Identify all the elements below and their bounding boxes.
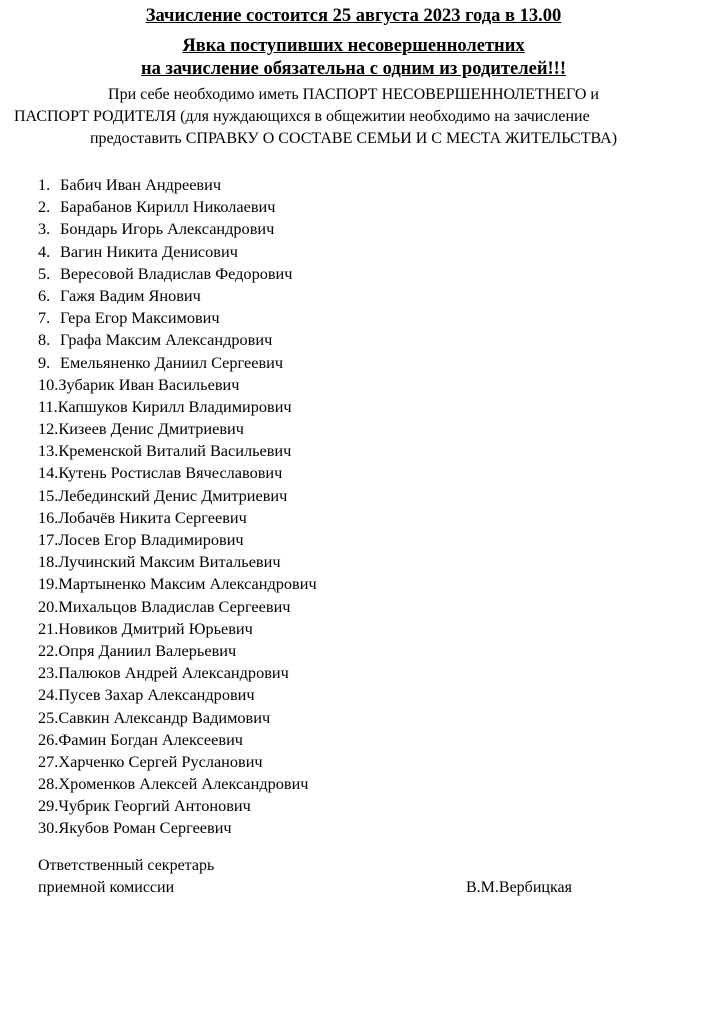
enrollment-date-heading: Зачисление состоится 25 августа 2023 года в 13.00 (145, 6, 562, 26)
list-item (38, 263, 317, 285)
parent-requirement-heading: на зачисление обязательна с одним из родителей!!! (140, 59, 566, 79)
documents-note-line-2: ПАСПОРТ РОДИТЕЛЯ (для нуждающихся в общежитии необходимо на зачисление (14, 108, 590, 125)
list-item-name: Бондарь Игорь Александрович (60, 219, 275, 239)
responsible-role-line-2: приемной комиссии (38, 879, 175, 896)
student-list (38, 174, 317, 840)
list-item-name: Кутень Ростислав Вячеславович (58, 463, 283, 483)
list-item-number: 9. (38, 352, 51, 372)
list-item-name: Емельяненко Даниил Сергеевич (60, 352, 284, 372)
list-item (38, 241, 317, 263)
list-item-name: Барабанов Кирилл Николаевич (60, 197, 276, 217)
list-item-name: Бабич Иван Андреевич (60, 175, 222, 194)
list-item (38, 396, 317, 418)
list-item-number: 17. (38, 530, 59, 549)
list-item-number: 29. (38, 796, 59, 816)
list-item-number: 13. (38, 441, 59, 461)
list-item-number: 26. (38, 729, 59, 749)
list-item-number: 8. (38, 330, 51, 350)
list-item-name: Пусев Захар Александрович (58, 685, 255, 705)
list-item (38, 707, 317, 729)
list-item-name: Лебединский Денис Дмитриевич (58, 485, 288, 505)
list-item (38, 462, 317, 484)
list-item (38, 418, 317, 440)
list-item (38, 485, 317, 507)
list-item-name: Михальцов Владислав Сергеевич (58, 596, 291, 616)
list-item (38, 196, 317, 218)
list-item (38, 817, 317, 839)
attendance-heading: Явка поступивших несовершеннолетних (182, 36, 525, 56)
list-item-number: 27. (38, 751, 59, 771)
list-item-name: Вересовой Владислав Федорович (60, 263, 293, 283)
list-item (38, 573, 317, 595)
list-item-number: 23. (38, 663, 59, 683)
list-item (38, 329, 317, 351)
list-item-number: 21. (38, 618, 59, 638)
list-item-name: Чубрик Георгий Антонович (58, 796, 251, 816)
list-item (38, 795, 317, 817)
signatory-name: В.М.Вербицкая (466, 879, 572, 896)
list-item (38, 551, 317, 573)
list-item-number: 6. (38, 285, 51, 305)
list-item (38, 729, 317, 751)
list-item-number: 7. (38, 308, 51, 328)
list-item (38, 596, 317, 618)
list-item (38, 218, 317, 240)
list-item (38, 662, 317, 684)
list-item-number: 28. (38, 774, 59, 794)
list-item-number: 30. (38, 818, 59, 838)
list-item-name: Зубарик Иван Васильевич (58, 374, 240, 394)
list-item-number: 25. (38, 707, 59, 727)
list-item-name: Графа Максим Александрович (60, 330, 273, 350)
list-item-number: 10. (38, 374, 59, 394)
list-item-number: 4. (38, 241, 51, 261)
list-item (38, 174, 317, 196)
list-item-name: Савкин Александр Вадимович (58, 707, 271, 727)
list-item (38, 307, 317, 329)
list-item (38, 640, 317, 662)
list-item-name: Лучинский Максим Витальевич (58, 552, 281, 572)
list-item-name: Лосев Егор Владимирович (58, 530, 244, 549)
list-item-number: 12. (38, 419, 59, 439)
list-item-number: 5. (38, 263, 51, 283)
list-item (38, 440, 317, 462)
list-item (38, 684, 317, 706)
list-item (38, 773, 317, 795)
list-item-number: 3. (38, 219, 51, 239)
list-item-name: Новиков Дмитрий Юрьевич (58, 618, 253, 638)
list-item (38, 751, 317, 773)
list-item-name: Харченко Сергей Русланович (58, 751, 263, 771)
list-item (38, 507, 317, 529)
list-item (38, 352, 317, 374)
list-item-number: 22. (38, 640, 59, 660)
list-item-name: Гажя Вадим Янович (60, 285, 201, 305)
list-item-name: Мартыненко Максим Александрович (58, 574, 317, 594)
list-item-number: 11. (38, 396, 58, 416)
list-item-name: Опря Даниил Валерьевич (58, 640, 237, 660)
list-item-name: Фамин Богдан Алексеевич (58, 729, 243, 749)
list-item-name: Палюков Андрей Александрович (58, 663, 289, 683)
list-item-number: 24. (38, 685, 59, 705)
list-item-number: 1. (38, 175, 51, 194)
list-item (38, 285, 317, 307)
list-item-name: Кременской Виталий Васильевич (58, 441, 292, 461)
list-item (38, 374, 317, 396)
list-item (38, 529, 317, 551)
list-item-number: 15. (38, 485, 59, 505)
list-item-number: 14. (38, 463, 59, 483)
list-item-name: Якубов Роман Сергеевич (58, 818, 232, 838)
list-item-number: 16. (38, 507, 59, 527)
list-item (38, 618, 317, 640)
list-item-number: 20. (38, 596, 59, 616)
list-item-name: Вагин Никита Денисович (60, 241, 238, 261)
list-item-number: 19. (38, 574, 59, 594)
list-item-name: Капшуков Кирилл Владимирович (57, 396, 292, 416)
list-item-name: Хроменков Алексей Александрович (58, 774, 309, 794)
list-item-name: Гера Егор Максимович (60, 308, 220, 328)
documents-note-line-1: При себе необходимо иметь ПАСПОРТ НЕСОВЕРШЕННОЛЕТНЕГО и (108, 86, 599, 103)
list-item-number: 18. (38, 552, 59, 572)
list-item-name: Лобачёв Никита Сергеевич (58, 507, 247, 527)
list-item-number: 2. (38, 197, 51, 217)
responsible-role-line-1: Ответственный секретарь (38, 857, 215, 874)
list-item-name: Кизеев Денис Дмитриевич (58, 419, 244, 439)
documents-note-line-3: предоставить СПРАВКУ О СОСТАВЕ СЕМЬИ И С МЕСТА ЖИТЕЛЬСТВА) (89, 130, 618, 147)
